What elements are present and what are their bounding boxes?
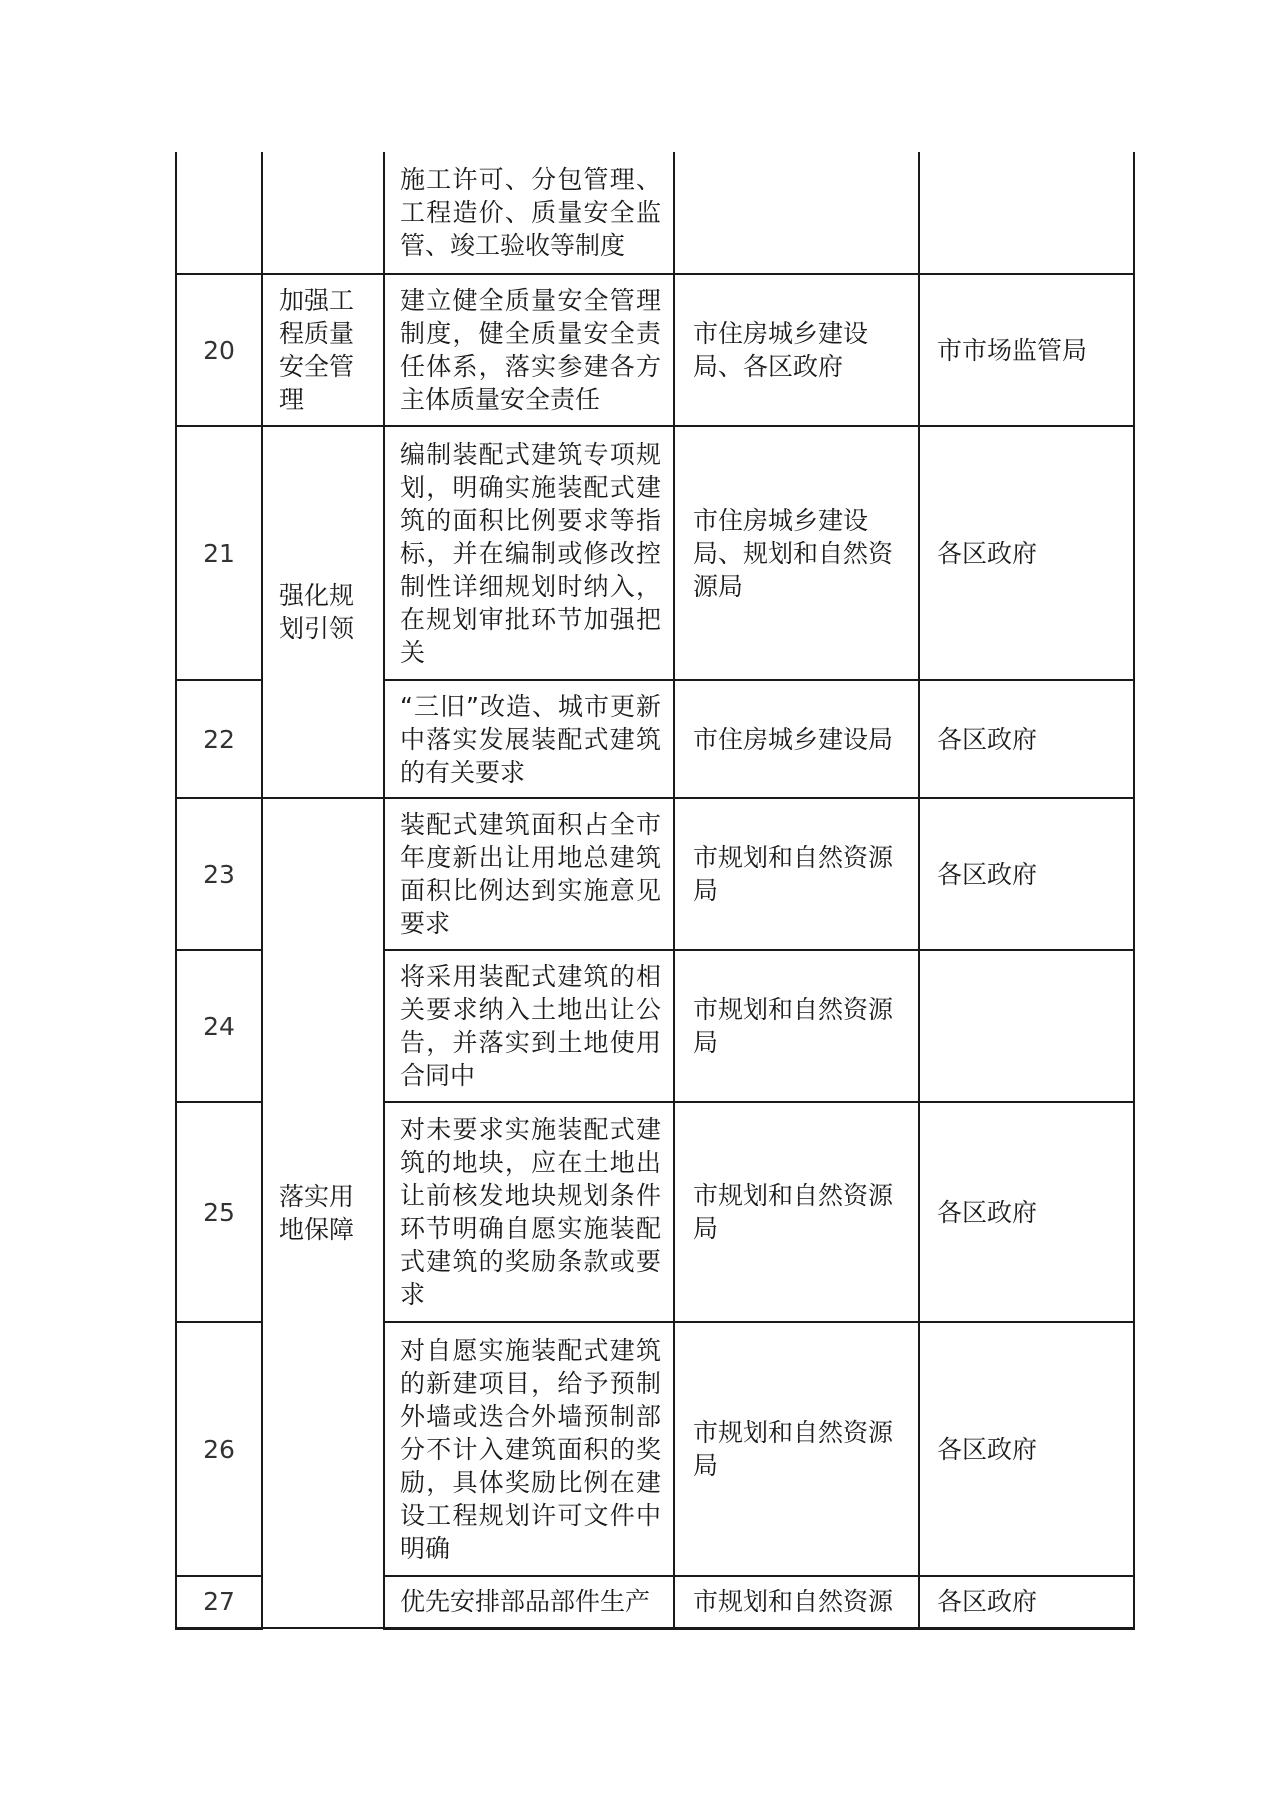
row-number-cell bbox=[176, 152, 262, 274]
task-cell bbox=[262, 426, 384, 798]
row-number-cell: 20 bbox=[176, 274, 262, 426]
detail-cell bbox=[384, 1322, 674, 1576]
lead-unit-cell bbox=[674, 1102, 919, 1322]
coop-unit-text: 各区政府 bbox=[937, 1434, 1038, 1464]
coop-unit-text: 各区政府 bbox=[937, 724, 1038, 754]
row-number-cell: 24 bbox=[176, 950, 262, 1102]
detail-cell bbox=[384, 274, 674, 426]
detail-cell bbox=[384, 1102, 674, 1322]
table-row bbox=[176, 274, 1134, 426]
task-text: 强化规划引领 bbox=[279, 581, 355, 643]
lead-unit-cell bbox=[674, 680, 919, 798]
row-number-cell: 26 bbox=[176, 1322, 262, 1576]
task-cell bbox=[262, 152, 384, 274]
row-number-cell: 22 bbox=[176, 680, 262, 798]
task-table bbox=[175, 152, 1135, 1630]
lead-unit-text: 市住房城乡建设局、各区政府 bbox=[693, 319, 869, 381]
detail-cell bbox=[384, 426, 674, 680]
task-text: 落实用地保障 bbox=[279, 1182, 355, 1244]
table-row bbox=[176, 798, 1134, 950]
detail-cell bbox=[384, 152, 674, 274]
coop-unit-text: 各区政府 bbox=[937, 1587, 1038, 1617]
task-cell bbox=[262, 798, 384, 1628]
detail-text: 对自愿实施装配式建筑的新建项目，给予预制外墙或迭合外墙预制部分不计入建筑面积的奖励，具体奖励比例在建设工程规划许可文件中明确 bbox=[400, 1335, 661, 1563]
lead-unit-text: 市住房城乡建设局 bbox=[693, 724, 894, 754]
lead-unit-text: 市规划和自然资源局 bbox=[693, 843, 894, 905]
table-row bbox=[176, 426, 1134, 680]
row-number-cell: 25 bbox=[176, 1102, 262, 1322]
row-number-cell: 23 bbox=[176, 798, 262, 950]
coop-unit-text: 各区政府 bbox=[937, 538, 1038, 568]
table-row bbox=[176, 152, 1134, 274]
detail-cell bbox=[384, 680, 674, 798]
coop-unit-text: 各区政府 bbox=[937, 1197, 1038, 1227]
detail-text: 建立健全质量安全管理制度，健全质量安全责任体系，落实参建各方主体质量安全责任 bbox=[400, 286, 661, 414]
coop-unit-cell bbox=[919, 274, 1134, 426]
lead-unit-cell bbox=[674, 152, 919, 274]
lead-unit-cell bbox=[674, 1322, 919, 1576]
detail-text: 编制装配式建筑专项规划，明确实施装配式建筑的面积比例要求等指标，并在编制或修改控制性详细规划时纳入，在规划审批环节加强把关 bbox=[400, 439, 661, 667]
lead-unit-cell bbox=[674, 1576, 919, 1628]
lead-unit-cell bbox=[674, 950, 919, 1102]
detail-cell bbox=[384, 1576, 674, 1628]
lead-unit-text: 市住房城乡建设局、规划和自然资源局 bbox=[693, 505, 894, 601]
row-number-cell: 21 bbox=[176, 426, 262, 680]
detail-text: 对未要求实施装配式建筑的地块，应在土地出让前核发地块规划条件环节明确自愿实施装配式建筑的奖励条款或要求 bbox=[400, 1115, 661, 1309]
detail-cell bbox=[384, 950, 674, 1102]
lead-unit-text: 市规划和自然资源 bbox=[693, 1587, 894, 1617]
coop-unit-text: 市市场监管局 bbox=[937, 335, 1088, 365]
coop-unit-cell bbox=[919, 1576, 1134, 1628]
coop-unit-cell bbox=[919, 1322, 1134, 1576]
task-cell bbox=[262, 274, 384, 426]
detail-text: “三旧”改造、城市更新中落实发展装配式建筑的有关要求 bbox=[400, 691, 661, 787]
lead-unit-cell bbox=[674, 798, 919, 950]
coop-unit-cell bbox=[919, 950, 1134, 1102]
coop-unit-cell bbox=[919, 426, 1134, 680]
coop-unit-cell bbox=[919, 1102, 1134, 1322]
lead-unit-cell bbox=[674, 274, 919, 426]
detail-cell bbox=[384, 798, 674, 950]
lead-unit-cell bbox=[674, 426, 919, 680]
task-text: 加强工程质量安全管理 bbox=[279, 286, 355, 414]
detail-text: 施工许可、分包管理、工程造价、质量安全监管、竣工验收等制度 bbox=[400, 165, 661, 260]
lead-unit-text: 市规划和自然资源局 bbox=[693, 1418, 894, 1480]
coop-unit-cell bbox=[919, 680, 1134, 798]
row-number-cell: 27 bbox=[176, 1576, 262, 1628]
coop-unit-text: 各区政府 bbox=[937, 859, 1038, 889]
lead-unit-text: 市规划和自然资源局 bbox=[693, 1181, 894, 1243]
detail-text: 装配式建筑面积占全市年度新出让用地总建筑面积比例达到实施意见要求 bbox=[400, 810, 661, 938]
coop-unit-cell bbox=[919, 798, 1134, 950]
lead-unit-text: 市规划和自然资源局 bbox=[693, 995, 894, 1057]
coop-unit-cell bbox=[919, 152, 1134, 274]
detail-text: 将采用装配式建筑的相关要求纳入土地出让公告，并落实到土地使用合同中 bbox=[400, 962, 661, 1090]
detail-text: 优先安排部品部件生产 bbox=[400, 1587, 651, 1617]
